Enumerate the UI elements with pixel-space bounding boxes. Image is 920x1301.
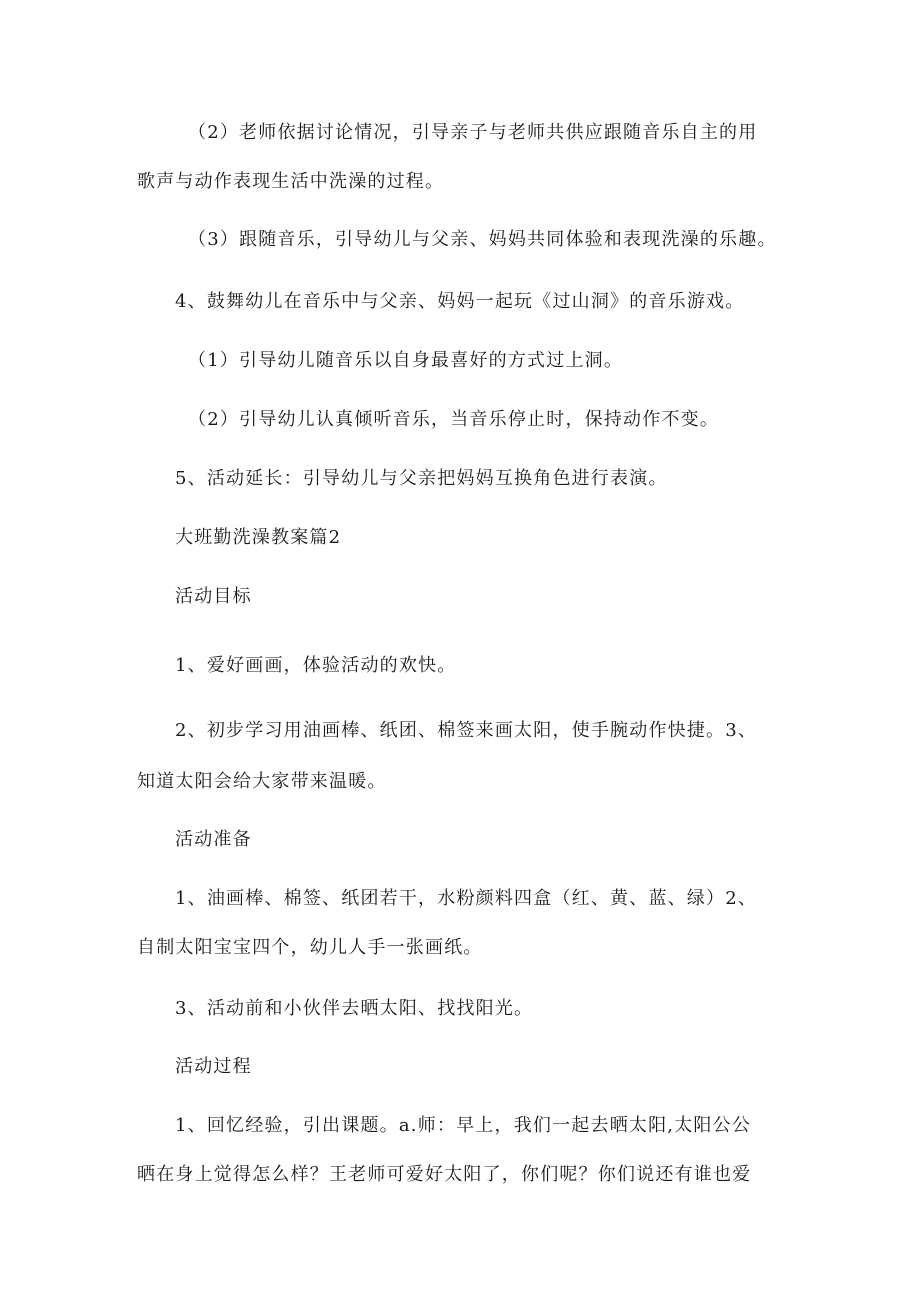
paragraph-line: 5、活动延长：引导幼儿与父亲把妈妈互换角色进行表演。 [175,468,668,489]
paragraph-line: 知道太阳会给大家带来温暖。 [137,771,387,792]
paragraph-line: （3）跟随音乐，引导幼儿与父亲、妈妈共同体验和表现洗澡的乐趣。 [188,229,777,250]
paragraph-line: 3、活动前和小伙伴去晒太阳、找找阳光。 [175,998,534,1019]
paragraph-line: 晒在身上觉得怎么样？王老师可爱好太阳了，你们呢？你们说还有谁也爱 [137,1164,752,1185]
paragraph-line: 自制太阳宝宝四个，幼儿人手一张画纸。 [137,937,483,958]
paragraph-line: （2）老师依据讨论情况，引导亲子与老师共供应跟随音乐自主的用 [188,122,758,143]
paragraph-line: 1、油画棒、棉签、纸团若干，水粉颜料四盒（红、黄、蓝、绿）2、 [175,888,758,909]
paragraph-line: 歌声与动作表现生活中洗澡的过程。 [137,171,445,192]
subsection-heading: 活动准备 [175,829,252,850]
paragraph-line: 1、爱好画画，体验活动的欢快。 [175,655,457,676]
subsection-heading: 活动目标 [175,586,252,607]
section-heading: 大班勤洗澡教案篇2 [175,527,342,548]
paragraph-line: 2、初步学习用油画棒、纸团、棉签来画太阳，使手腕动作快捷。3、 [175,720,758,741]
paragraph-line: （1）引导幼儿随音乐以自身最喜好的方式过上洞。 [188,350,624,371]
paragraph-line: 4、鼓舞幼儿在音乐中与父亲、妈妈一起玩《过山洞》的音乐游戏。 [175,291,745,312]
paragraph-line: 1、回忆经验，引出课题。a.师：早上，我们一起去晒太阳,太阳公公 [175,1115,752,1136]
paragraph-line: （2）引导幼儿认真倾听音乐，当音乐停止时，保持动作不变。 [188,409,720,430]
subsection-heading: 活动过程 [175,1056,252,1077]
